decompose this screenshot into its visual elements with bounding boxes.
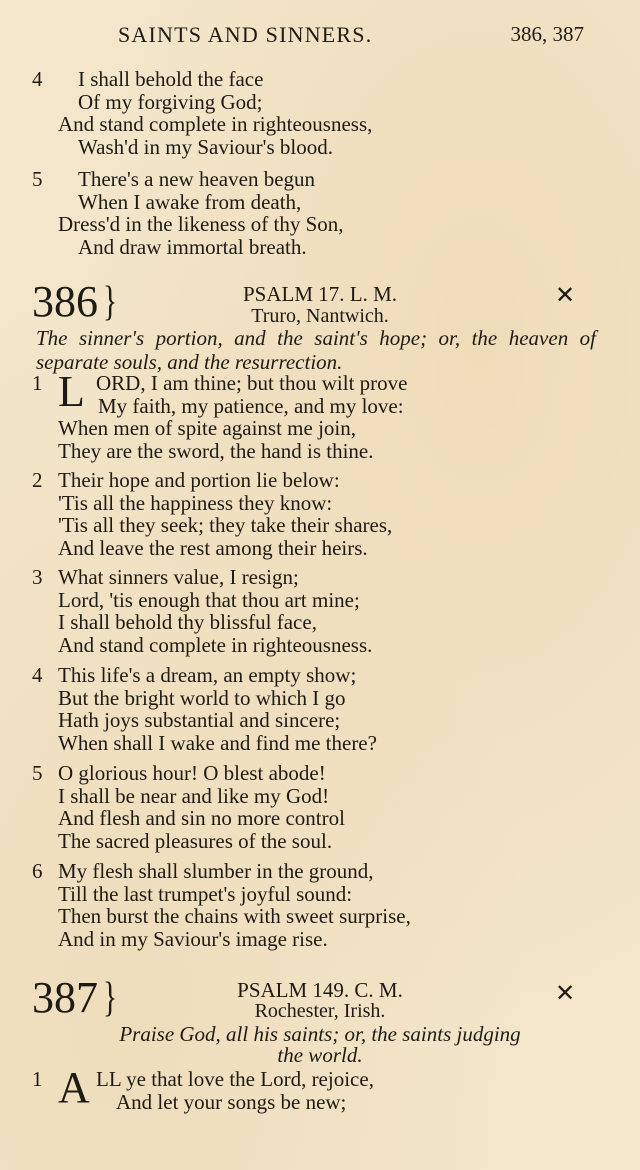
verse-text: Of my forgiving God; xyxy=(78,89,263,114)
verse-text: There's a new heaven begun xyxy=(78,167,316,191)
verse-text: 'Tis all the happiness they know: xyxy=(58,490,333,515)
verse-line xyxy=(0,514,620,537)
verse-number: 4 xyxy=(32,663,43,687)
verse-text: My flesh shall slumber in the ground, xyxy=(58,859,374,883)
verse-line xyxy=(0,762,620,785)
hymn-subject-387-line1: Praise God, all his saints; or, the saints judging xyxy=(119,1022,521,1046)
verse-line xyxy=(0,905,620,928)
verse-text: O glorious hour! O blest abode! xyxy=(58,761,326,785)
tunes-386: Truro, Nantwich. xyxy=(251,305,389,327)
stanza-1-387 xyxy=(0,1063,620,1114)
verse-line xyxy=(0,807,620,830)
verse-text: What sinners value, I resign; xyxy=(58,565,299,589)
verse-text: I shall behold thy blissful face, xyxy=(58,610,317,634)
verse-text: When men of spite against me join, xyxy=(58,416,357,440)
verse-line xyxy=(0,883,620,906)
verse-line xyxy=(0,440,620,463)
prev-stanza-4 xyxy=(0,68,620,158)
verse-text: And stand complete in righteousness, xyxy=(58,112,373,136)
verse-text: When shall I wake and find me there? xyxy=(58,730,377,755)
verse-text: They are the sword, the hand is thine. xyxy=(58,438,374,463)
verse-text: I shall behold the face xyxy=(78,67,264,91)
verse-line xyxy=(0,537,620,560)
verse-line xyxy=(0,417,620,440)
verse-line xyxy=(0,566,620,589)
verse-text: This life's a dream, an empty show; xyxy=(58,663,357,687)
verse-number: 5 xyxy=(32,167,43,191)
verse-number: 5 xyxy=(32,761,43,785)
verse-line xyxy=(0,395,620,418)
verse-text: The sacred pleasures of the soul. xyxy=(58,828,333,853)
verse-text: But the bright world to which I go xyxy=(58,685,346,710)
verse-line xyxy=(0,830,620,853)
stanza-2-386 xyxy=(0,469,620,559)
verse-text: Hath joys substantial and sincere; xyxy=(58,708,341,732)
verse-line xyxy=(0,732,620,755)
psalm-title-387: PSALM 149. C. M. xyxy=(237,978,403,1002)
verse-line xyxy=(0,191,620,214)
verse-text: Their hope and portion lie below: xyxy=(58,468,340,492)
drop-cap: A xyxy=(58,1063,90,1112)
verse-number: 6 xyxy=(32,859,43,883)
verse-line xyxy=(0,687,620,710)
stanza-5-386 xyxy=(0,762,620,852)
verse-text: And draw immortal breath. xyxy=(78,234,307,259)
verse-number: 1 xyxy=(32,1067,43,1091)
verse-text: 'Tis all they seek; they take their shares, xyxy=(58,513,393,537)
verse-line xyxy=(0,785,620,808)
verse-line xyxy=(0,492,620,515)
stanza-6-386 xyxy=(0,860,620,950)
verse-number: 1 xyxy=(32,371,43,395)
brace: } xyxy=(103,279,118,325)
running-head: SAINTS AND SINNERS. xyxy=(118,22,373,47)
verse-text: I shall be near and like my God! xyxy=(58,783,330,808)
hymn-subject-386: The sinner's portion, and the saint's hope; or, the heaven of separate souls, and the resurrection. xyxy=(36,326,596,374)
verse-line xyxy=(0,68,620,91)
verse-line xyxy=(0,1068,620,1091)
verse-line xyxy=(0,1091,620,1114)
verse-text: And stand complete in righteousness. xyxy=(58,632,373,657)
psalm-title-386: PSALM 17. L. M. xyxy=(242,282,398,306)
verse-line xyxy=(0,928,620,951)
ornament-icon: ✕ xyxy=(555,979,576,1007)
verse-line xyxy=(0,136,620,159)
verse-text: And flesh and sin no more control xyxy=(58,806,345,830)
hymn-number-386: 386 xyxy=(32,277,98,326)
verse-text: Lord, 'tis enough that thou art mine; xyxy=(58,587,360,612)
verse-number: 2 xyxy=(32,468,43,492)
verse-line xyxy=(0,213,620,236)
verse-text: Wash'd in my Saviour's blood. xyxy=(78,134,333,159)
verse-line xyxy=(0,589,620,612)
hymn-subject-387-line2: the world. xyxy=(277,1043,363,1067)
verse-line xyxy=(0,611,620,634)
verse-line xyxy=(0,469,620,492)
verse-text: LL ye that love the Lord, rejoice, xyxy=(96,1067,374,1091)
ornament-icon: ✕ xyxy=(555,281,576,309)
verse-text: Till the last trumpet's joyful sound: xyxy=(58,881,353,906)
page-numbers: 386, 387 xyxy=(510,22,584,46)
verse-text: My faith, my patience, and my love: xyxy=(98,393,404,418)
brace: } xyxy=(103,975,118,1021)
verse-line xyxy=(0,236,620,259)
stanza-1-386 xyxy=(0,367,620,463)
prev-stanza-5 xyxy=(0,168,620,258)
verse-text: And let your songs be new; xyxy=(116,1089,347,1114)
verse-text: When I awake from death, xyxy=(78,189,302,214)
verse-text: Then burst the chains with sweet surprise, xyxy=(58,904,411,928)
verse-line xyxy=(0,664,620,687)
verse-line xyxy=(0,372,620,395)
verse-number: 3 xyxy=(32,565,43,589)
verse-line xyxy=(0,113,620,136)
verse-text: Dress'd in the likeness of thy Son, xyxy=(58,212,344,236)
hymn-number-387: 387 xyxy=(32,973,98,1022)
verse-text: And leave the rest among their heirs. xyxy=(58,535,368,560)
verse-line xyxy=(0,709,620,732)
tunes-387: Rochester, Irish. xyxy=(254,1000,386,1022)
verse-number: 4 xyxy=(32,67,43,91)
verse-text: ORD, I am thine; but thou wilt prove xyxy=(96,371,408,395)
page-header xyxy=(0,22,640,54)
drop-cap: L xyxy=(58,367,85,416)
verse-text: And in my Saviour's image rise. xyxy=(58,926,328,951)
verse-line xyxy=(0,91,620,114)
verse-line xyxy=(0,860,620,883)
verse-line xyxy=(0,168,620,191)
verse-line xyxy=(0,634,620,657)
stanza-3-386 xyxy=(0,566,620,656)
stanza-4-386 xyxy=(0,664,620,754)
